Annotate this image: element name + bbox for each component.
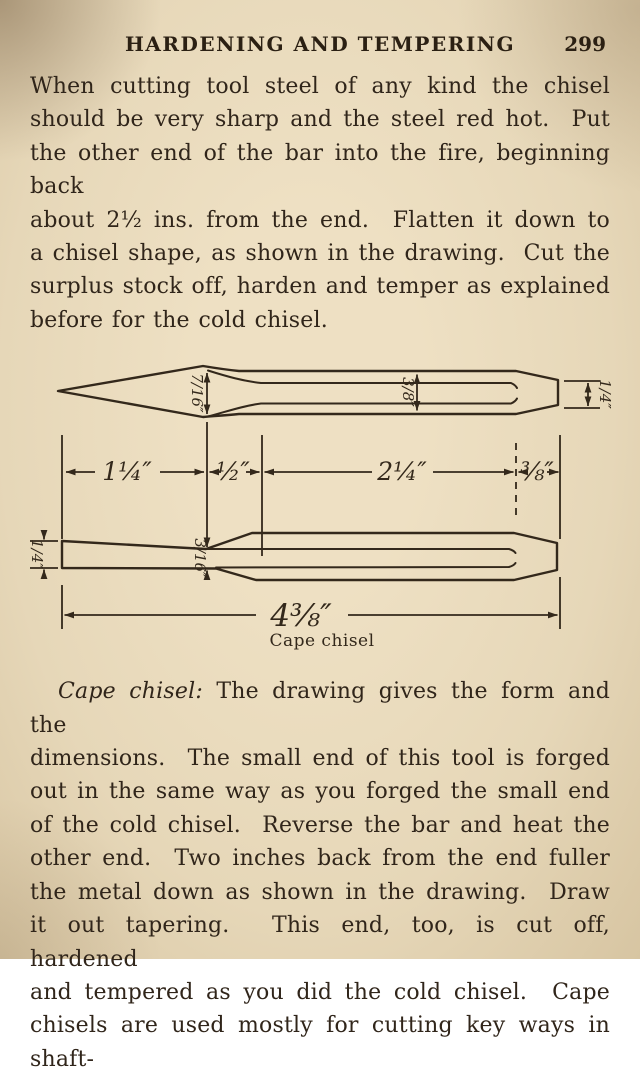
text-line: and tempered as you did the cold chisel. Cape <box>30 979 610 1005</box>
dim-label-fuller-depth: 3/16″ <box>191 538 209 578</box>
plan-view-outline <box>58 366 558 417</box>
dim-chain <box>66 457 559 486</box>
dim-label-len-fuller: ½″ <box>216 457 250 487</box>
text-line: the metal down as shown in the drawing. Draw <box>30 879 610 905</box>
text-line: chisels are used mostly for cutting key ways in shaft- <box>30 1013 610 1072</box>
text-line: about 2½ ins. from the end. Flatten it down to <box>30 207 610 233</box>
text-line: the other end of the bar into the fire, beginning back <box>30 140 610 200</box>
dim-label-overall: 4⅜″ <box>270 598 332 635</box>
text-line: surplus stock off, harden and temper as explained <box>30 274 610 300</box>
text-line: When cutting tool steel of any kind the chisel <box>30 74 610 99</box>
dim-label-bar-height: 1/4″ <box>28 539 46 570</box>
dim-overall <box>65 598 558 634</box>
page-number: 299 <box>564 32 606 56</box>
dim-fuller-depth <box>191 539 209 580</box>
text-line: a chisel shape, as shown in the drawing. Cut the <box>30 241 610 267</box>
text-line: out in the same way as you forged the small end <box>30 779 610 805</box>
dim-label-len-head: ⅜″ <box>520 457 554 487</box>
dim-tip-width <box>188 373 207 414</box>
dim-label-body-width: 3/8″ <box>399 377 417 408</box>
dim-label-len-tip: 1¼″ <box>102 457 152 487</box>
paragraph <box>30 70 610 337</box>
dim-bar-height <box>28 531 58 578</box>
text-line: of the cold chisel. Reverse the bar and heat the <box>30 812 610 838</box>
dim-body-width <box>399 375 417 411</box>
text-line: it out tapering. This end, too, is cut off, hardened <box>30 913 610 972</box>
running-header <box>30 32 610 59</box>
dim-label-tip-width: 7/16″ <box>188 373 206 413</box>
paragraph <box>30 675 610 1076</box>
text-line: should be very sharp and the steel red hot. Put <box>30 107 610 133</box>
text-line: Cape chisel: The drawing gives the form and the <box>30 679 610 738</box>
italic-lead: Cape chisel: <box>58 679 203 705</box>
dim-label-len-body: 2¼″ <box>377 457 427 487</box>
figure-caption: Cape chisel <box>269 631 375 652</box>
dim-label-head-width: 1/4″ <box>596 379 614 410</box>
side-view-outline <box>62 533 557 580</box>
dim-head-width <box>564 379 614 409</box>
cape-chisel-figure <box>20 347 620 652</box>
text-line: other end. Two inches back from the end fuller <box>30 846 610 872</box>
page-title: HARDENING AND TEMPERING <box>124 32 516 56</box>
text-line: before for the cold chisel. <box>30 307 328 333</box>
text-line: dimensions. The small end of this tool is forged <box>30 746 610 772</box>
